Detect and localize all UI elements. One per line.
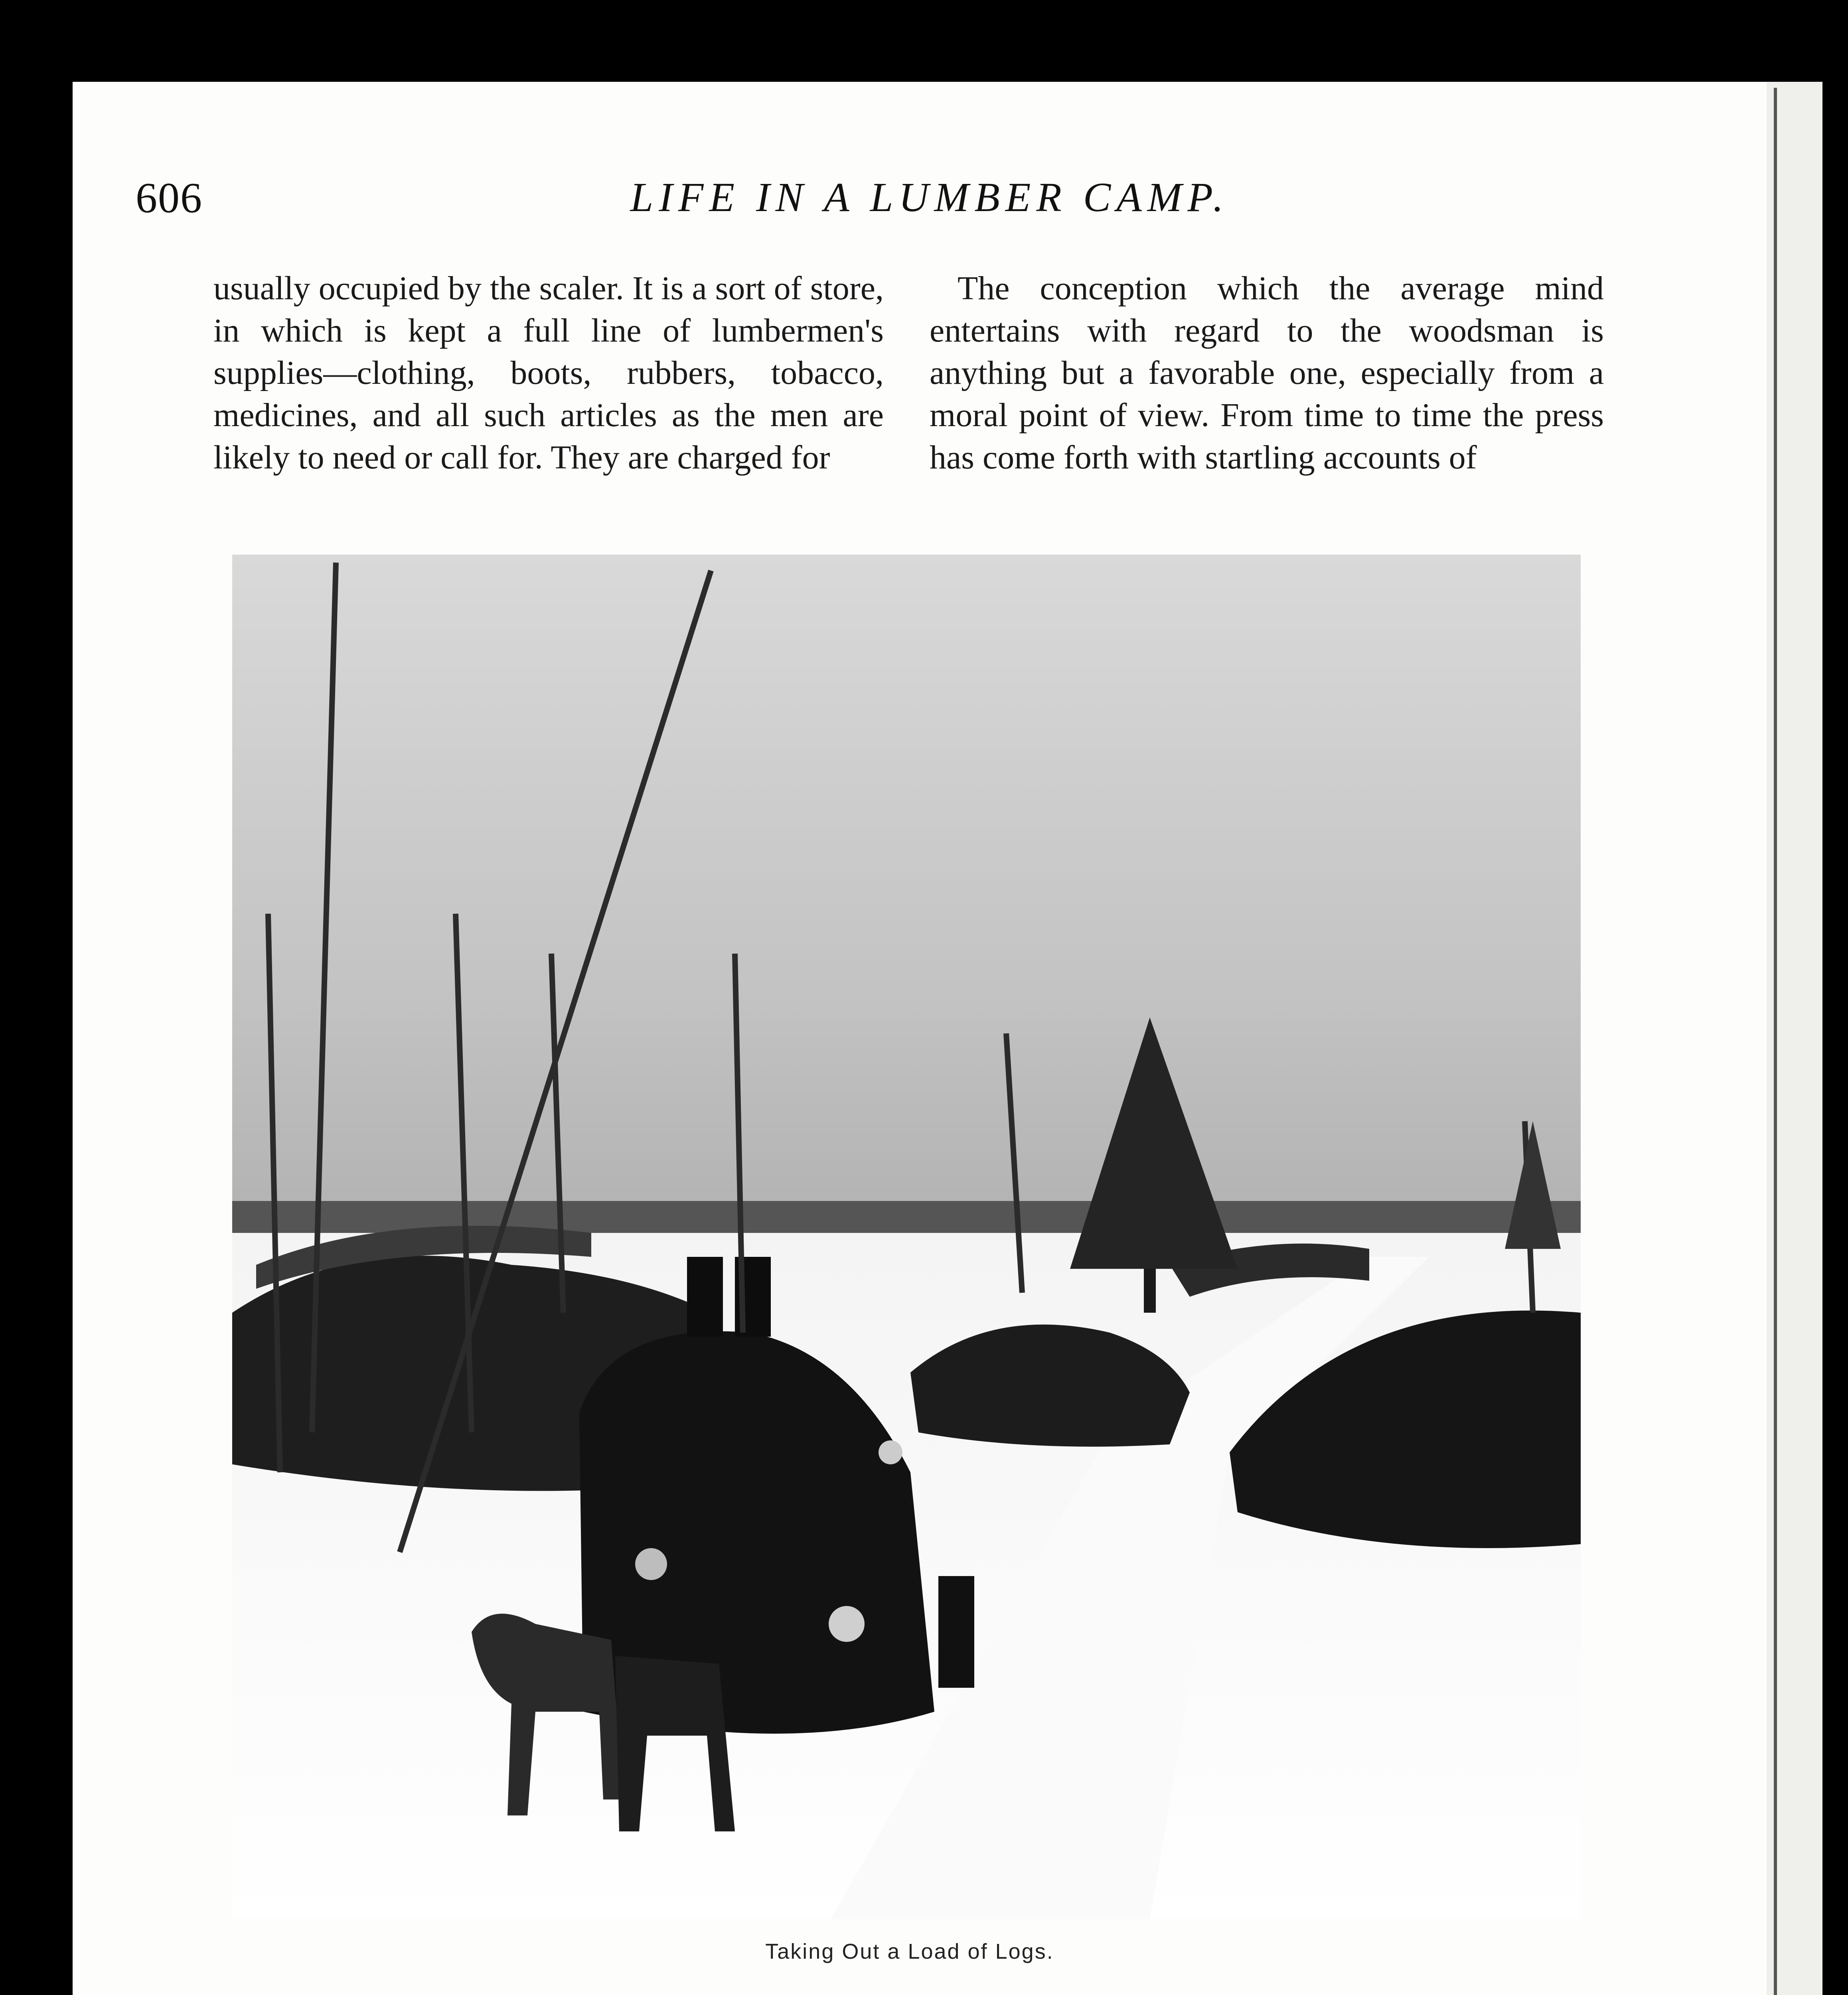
paragraph: The conception which the average mind entertains with regard to the woodsman is anything but a favorable one, especially from a moral point of view. From time to time the press has come forth with startling accounts of [930,270,1604,476]
running-title: LIFE IN A LUMBER CAMP. [630,174,1229,220]
paragraph: usually occupied by the scaler. It is a sort of store, in which is kept a full line of lumbermen's supplies—clothing, boots, rubbers, tobacco, medicines, and all such articles as the men are likely to need or call for. They are charged for [213,270,884,476]
left-column-top [213,267,884,479]
page-number: 606 [136,174,203,222]
photograph-logging-sled [232,555,1581,1919]
figure-caption: Taking Out a Load of Logs. [765,1940,1054,1963]
page-gutter-line [1774,88,1777,1995]
photograph-illustration [232,555,1581,1919]
right-column-top [930,267,1604,479]
